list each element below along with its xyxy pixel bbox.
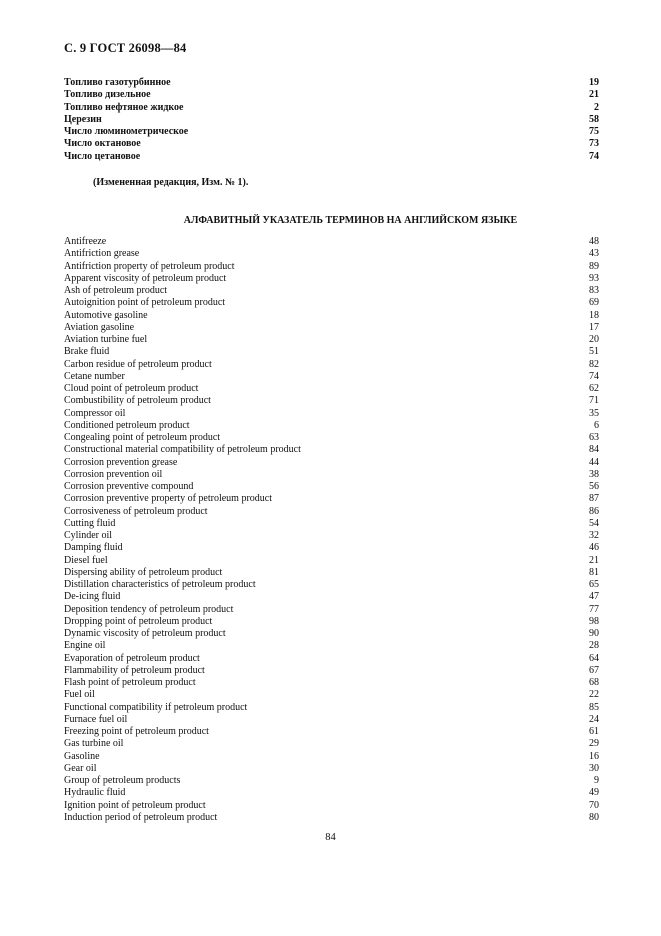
entry-term: De-icing fluid [64, 591, 121, 603]
index-entry [64, 530, 599, 542]
index-entry [64, 261, 599, 273]
entry-page-number: 58 [589, 113, 599, 125]
entry-page-number: 2 [594, 101, 599, 113]
entry-page-number: 21 [589, 554, 599, 566]
entry-page-number: 65 [589, 579, 599, 590]
index-entry [64, 273, 599, 285]
entry-page-number: 30 [589, 762, 599, 774]
index-entry [64, 604, 599, 616]
entry-page-number: 16 [589, 750, 599, 762]
entry-term: Deposition tendency of petroleum product [64, 603, 234, 615]
index-entry [64, 138, 599, 150]
entry-term: Congealing point of petroleum product [64, 432, 221, 443]
index-entry [64, 102, 599, 114]
entry-term: Dropping point of petroleum product [64, 615, 213, 627]
entry-page-number: 38 [589, 468, 599, 480]
russian-terms-list [64, 77, 599, 163]
index-entry [64, 653, 599, 665]
entry-term: Ash of petroleum product [64, 285, 168, 296]
index-entry [64, 640, 599, 652]
entry-page-number: 47 [589, 591, 599, 603]
index-entry [64, 151, 599, 163]
index-entry [64, 126, 599, 138]
entry-page-number: 21 [589, 89, 599, 101]
index-entry [64, 114, 599, 126]
entry-term: Group of petroleum products [64, 775, 181, 786]
entry-term: Antifriction grease [64, 248, 140, 260]
entry-page-number: 82 [589, 358, 599, 370]
entry-term: Топливо нефтяное жидкое [64, 101, 184, 113]
entry-page-number: 85 [589, 701, 599, 713]
index-entry [64, 506, 599, 518]
entry-term: Compressor oil [64, 407, 126, 419]
index-entry [64, 236, 599, 248]
entry-term: Functional compatibility if petroleum product [64, 701, 248, 713]
index-entry [64, 542, 599, 554]
entry-term: Corrosion prevention grease [64, 456, 178, 468]
entry-term: Gas turbine oil [64, 738, 124, 750]
entry-page-number: 73 [589, 138, 599, 150]
index-entry [64, 322, 599, 334]
entry-page-number: 62 [589, 383, 599, 394]
index-entry [64, 579, 599, 591]
entry-term: Distillation characteristics of petroleum product [64, 579, 256, 590]
entry-term: Apparent viscosity of petroleum product [64, 272, 227, 284]
entry-page-number: 67 [589, 664, 599, 676]
index-entry [64, 285, 599, 297]
entry-page-number: 43 [589, 248, 599, 260]
index-entry [64, 787, 599, 799]
entry-page-number: 93 [589, 272, 599, 284]
entry-term: Corrosiveness of petroleum product [64, 505, 208, 517]
entry-term: Cetane number [64, 370, 125, 382]
page-header: С. 9 ГОСТ 26098—84 [64, 41, 187, 55]
index-entry [64, 591, 599, 603]
entry-page-number: 20 [589, 334, 599, 345]
index-entry [64, 714, 599, 726]
index-entry [64, 77, 599, 89]
entry-page-number: 64 [589, 652, 599, 664]
entry-term: Furnace fuel oil [64, 713, 128, 725]
entry-page-number: 46 [589, 542, 599, 554]
index-entry [64, 616, 599, 628]
index-entry [64, 469, 599, 481]
entry-page-number: 68 [589, 677, 599, 688]
index-entry [64, 432, 599, 444]
entry-page-number: 71 [589, 395, 599, 407]
entry-page-number: 81 [589, 566, 599, 578]
entry-page-number: 19 [589, 77, 599, 88]
entry-term: Damping fluid [64, 542, 123, 554]
page-number: 84 [325, 832, 336, 843]
index-entry [64, 395, 599, 407]
entry-page-number: 63 [589, 432, 599, 443]
entry-term: Brake fluid [64, 346, 110, 358]
entry-page-number: 9 [594, 775, 599, 786]
index-entry [64, 628, 599, 640]
index-entry [64, 812, 599, 824]
entry-page-number: 74 [589, 370, 599, 382]
index-entry [64, 346, 599, 358]
index-entry [64, 677, 599, 689]
index-entry [64, 726, 599, 738]
entry-page-number: 56 [589, 481, 599, 492]
amendment-note: (Измененная редакция, Изм. № 1). [93, 177, 249, 188]
entry-term: Церезин [64, 113, 102, 125]
entry-term: Топливо дизельное [64, 89, 151, 101]
entry-page-number: 51 [589, 346, 599, 358]
entry-term: Evaporation of petroleum product [64, 652, 200, 664]
entry-term: Induction period of petroleum product [64, 811, 218, 823]
english-terms-list [64, 236, 599, 824]
entry-term: Aviation turbine fuel [64, 334, 148, 345]
entry-term: Cylinder oil [64, 530, 113, 541]
entry-page-number: 90 [589, 628, 599, 639]
entry-page-number: 22 [589, 689, 599, 701]
entry-page-number: 32 [589, 530, 599, 541]
index-entry [64, 359, 599, 371]
entry-page-number: 54 [589, 517, 599, 529]
entry-page-number: 69 [589, 297, 599, 309]
index-entry [64, 408, 599, 420]
entry-term: Conditioned petroleum product [64, 419, 190, 431]
entry-page-number: 98 [589, 615, 599, 627]
entry-term: Autoignition point of petroleum product [64, 297, 226, 309]
index-entry [64, 763, 599, 775]
entry-term: Flammability of petroleum product [64, 664, 205, 676]
entry-term: Число люминометрическое [64, 126, 189, 137]
index-entry [64, 689, 599, 701]
index-entry [64, 248, 599, 260]
index-entry [64, 555, 599, 567]
entry-page-number: 35 [589, 407, 599, 419]
entry-term: Constructional material compatibility of petroleum product [64, 444, 301, 456]
index-entry [64, 371, 599, 383]
entry-page-number: 28 [589, 640, 599, 652]
entry-term: Corrosion preventive property of petroleum product [64, 493, 272, 505]
entry-page-number: 61 [589, 726, 599, 737]
entry-page-number: 49 [589, 787, 599, 799]
entry-term: Fuel oil [64, 689, 95, 701]
entry-term: Dispersing ability of petroleum product [64, 566, 223, 578]
entry-term: Flash point of petroleum product [64, 677, 196, 688]
index-entry [64, 518, 599, 530]
section-title [0, 215, 661, 226]
index-entry [64, 775, 599, 787]
entry-term: Cutting fluid [64, 517, 116, 529]
index-entry [64, 481, 599, 493]
entry-term: Corrosion preventive compound [64, 481, 194, 492]
entry-term: Engine oil [64, 640, 106, 652]
index-entry [64, 297, 599, 309]
entry-page-number: 87 [589, 493, 599, 505]
entry-page-number: 83 [589, 285, 599, 296]
entry-page-number: 24 [589, 713, 599, 725]
index-entry [64, 420, 599, 432]
entry-page-number: 86 [589, 505, 599, 517]
index-entry [64, 493, 599, 505]
entry-term: Automotive gasoline [64, 309, 148, 321]
entry-term: Gasoline [64, 750, 100, 762]
entry-term: Freezing point of petroleum product [64, 726, 209, 737]
index-entry [64, 444, 599, 456]
entry-term: Carbon residue of petroleum product [64, 358, 212, 370]
index-entry [64, 383, 599, 395]
entry-term: Gear oil [64, 762, 97, 774]
entry-page-number: 29 [589, 738, 599, 750]
entry-term: Число октановое [64, 138, 141, 150]
entry-term: Dynamic viscosity of petroleum product [64, 628, 226, 639]
entry-term: Combustibility of petroleum product [64, 395, 211, 407]
index-entry [64, 800, 599, 812]
entry-page-number: 89 [589, 260, 599, 272]
entry-term: Antifreeze [64, 236, 107, 247]
entry-page-number: 6 [594, 419, 599, 431]
index-entry [64, 751, 599, 763]
entry-term: Cloud point of petroleum product [64, 383, 199, 394]
index-entry [64, 334, 599, 346]
index-entry [64, 665, 599, 677]
entry-term: Число цетановое [64, 150, 141, 162]
index-entry [64, 457, 599, 469]
index-entry [64, 567, 599, 579]
entry-page-number: 74 [589, 150, 599, 162]
entry-page-number: 18 [589, 309, 599, 321]
entry-term: Ignition point of petroleum product [64, 799, 206, 811]
entry-page-number: 17 [589, 321, 599, 333]
entry-page-number: 75 [589, 126, 599, 137]
index-entry [64, 738, 599, 750]
entry-page-number: 80 [589, 811, 599, 823]
entry-term: Corrosion prevention oil [64, 468, 163, 480]
index-entry [64, 702, 599, 714]
entry-term: Hydraulic fluid [64, 787, 126, 799]
entry-page-number: 84 [589, 444, 599, 456]
entry-page-number: 48 [589, 236, 599, 247]
index-entry [64, 89, 599, 101]
section-title-text: АЛФАВИТНЫЙ УКАЗАТЕЛЬ ТЕРМИНОВ НА АНГЛИЙСКОМ ЯЗЫКЕ [183, 215, 518, 226]
entry-page-number: 77 [589, 603, 599, 615]
entry-page-number: 44 [589, 456, 599, 468]
index-entry [64, 310, 599, 322]
entry-term: Antifriction property of petroleum product [64, 260, 235, 272]
entry-term: Aviation gasoline [64, 321, 135, 333]
entry-page-number: 70 [589, 799, 599, 811]
entry-term: Diesel fuel [64, 554, 108, 566]
entry-term: Топливо газотурбинное [64, 77, 171, 88]
